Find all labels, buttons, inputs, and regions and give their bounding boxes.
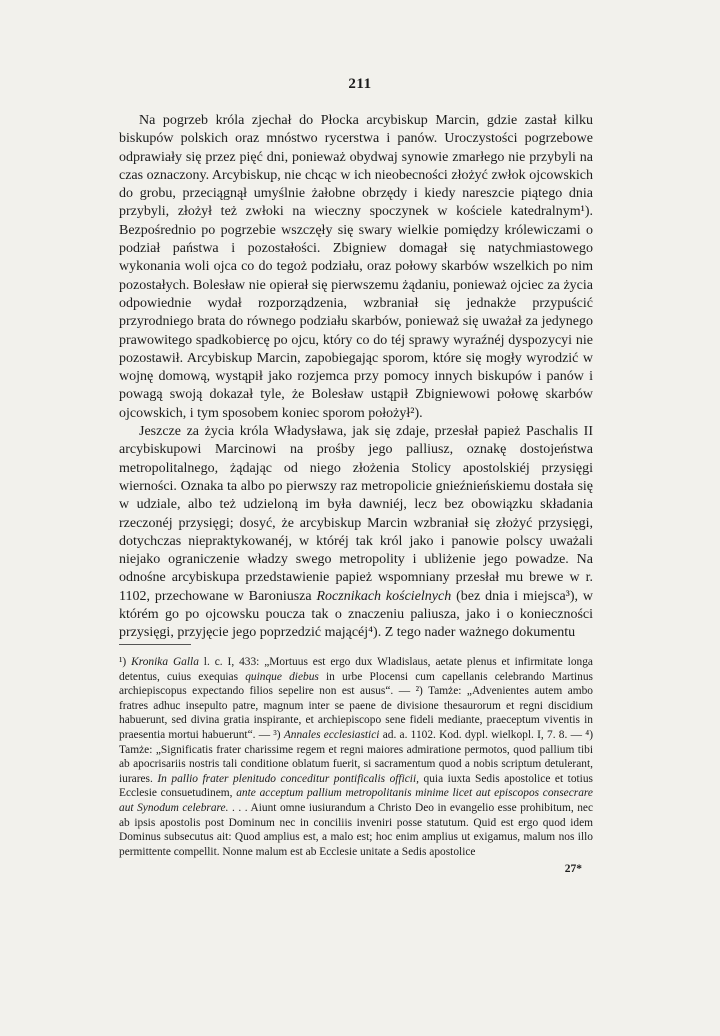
paragraph-1: Na pogrzeb króla zjechał do Płocka arcybiskup Marcin, gdzie zastał kilku biskupów polskich oraz mnóstwo rycerstwa i panów. Uroczystości pogrzebowe odprawiały się przez pięć dni, ponieważ obydwaj synowie zmarłego nie przybyli na czas oznaczony. Arcybiskup, nie chcąc w ich nieobecności złożyć zwłok ojcowskich do grobu, przeciągnął umyślnie żałobne obrzędy i kiedy nareszcie piątego dnia przybyli, złożył też zwłoki na wieczny spoczynek w kościele katedralnym¹). Bezpośrednio po pogrzebie wszczęły się swary wielkie pomiędzy królewiczami o podział państwa i pozostałości. Zbigniew domagał się natychmiastowego wykonania woli ojca co do tegoż podziału, oraz połowy skarbów wszelkich po nim pozostałych. Bolesław nie opierał się pierwszemu żądaniu, ponieważ ojciec za życia odpowiednie wydał rozporządzenia, wzbraniał się jednakże przypuścić przyrodniego brata do równego podziału skarbów, ponieważ się uważał za jedynego prawowitego spadkobiercę po ojcu, który co do téj sprawy wyraźnéj dyspozycyi nie pozostawił. Arcybiskup Marcin, zapobiegając sporom, które się mogły wyrodzić w wojnę domową, wystąpił jako rozjemca przy pomocy innych biskupów i panów i powagą swoją dokazał tyle, że Bolesław ustąpił Zbigniewowi połowę skarbów ojcowskich, i tym sposobem koniec sporom położył²). (119, 113, 593, 421)
footnote-divider (119, 644, 191, 645)
footnote-1-italic: quinque diebus (245, 670, 319, 683)
footnote-4-italic-2: ante acceptum pallium metropolitanis minime licet aut episcopos consecrare aut Synodum celebrare. (119, 787, 593, 814)
footnote-3-title: Annales ecclesiastici (283, 728, 380, 741)
signature-mark: 27* (564, 863, 582, 875)
paragraph-2-italic: Rocznikach kościelnych (316, 588, 452, 604)
paragraph-2 (119, 423, 593, 643)
footnote-3-text: ad. a. 1102. Kod. dypl. wielkopl. I, 7. 8. — ⁴) Tamże: „Significatis frater charissime regem et regni maiores admiratione permotos, quod pallium tibi ab apocrisariis nostris tali conditione oblatum fuerit, si sacramentum quod a nobis scriptum detulerant, iurares. (119, 728, 593, 785)
footnotes (119, 655, 593, 859)
footnote-4-text-2: . . . Aiunt omne iusiurandum a Christo Deo in evangelio esse prohibitum, nec ab ipsis apostolis post Dominum nec in conciliis inveniri posse statutum. Quid est ergo quod idem Dominus subsecutus ait: Quod amplius est, a malo est; hoc enim amplius ut exigamus, malum nos illo permittente compellit. Nonne malum est ab Ecclesie unitate a Sedis apostolice (119, 801, 594, 858)
footnote-4-text: quia iuxta Sedis apostolice et totius Ecclesie consuetudinem, (119, 772, 593, 800)
footnote-1-title: Kronika Galla (131, 656, 199, 668)
footnote-1-text: l. c. I, 433: „Mortuus est ergo dux Wladislaus, aetate plenus et infirmitate longa detentus, cuius exequias (119, 656, 593, 683)
paragraph-2-part-b: (bez dnia i miejsca³), w którém go po ojcowsku poucza tak o znaczeniu paliusza, jako i o konieczności przysięgi, przyjęcie jego poprzedzić mającéj⁴). Z tego nader ważnego dokumentu (119, 588, 594, 641)
footnotes-text (119, 655, 593, 859)
footnote-1-text-2: in urbe Plocensi cum capellanis celebrando Martinus archiepiscopus expectando filios sepelire non est ausus“. — ²) Tamże: „Advenientes autem ambo fratres adhuc insepulto patre, magnum inter se paene de divisione thesaurorum et regni discidium habuerunt, sed divina gratia inspirante, et archiepiscopo sene fideli mediante, praeceptum viventis in praesentia mortui habuerunt“. — ³) (119, 670, 593, 741)
footnote-4-italic: In pallio frater plenitudo conceditur pontificalis officii, (157, 772, 419, 785)
main-text (119, 112, 593, 643)
paragraph-2-part-a: Jeszcze za życia króla Władysława, jak się zdaje, przesłał papież Paschalis II arcybiskupowi Marcinowi na prośby jego palliusz, oznakę dostojeństwa metropolitalnego, żądając od niego złożenia Stolicy apostolskiéj przysięgi wierności. Oznaka ta albo po pierwszy raz metropolicie gnieźnieńskiemu dostała się w udziale, albo też udzieloną im była dawniéj, lecz bez obowiązku składania rzeczonéj przysięgi; dosyć, że arcybiskup Marcin wzbraniał się złożyć przysięgi, dotychczas niepraktykowanéj, w któréj tak król jako i panowie polscy uważali niejako ograniczenie władzy swego metropolity i ubliżenie jego powadze. Na odnośne arcybiskupa przedstawienie papież wspomniany przesłał mu brewe w r. 1102, przechowane w Baroniusza (119, 424, 593, 604)
page-number: 211 (348, 76, 372, 92)
footnote-1-mark: ¹) (119, 656, 127, 668)
